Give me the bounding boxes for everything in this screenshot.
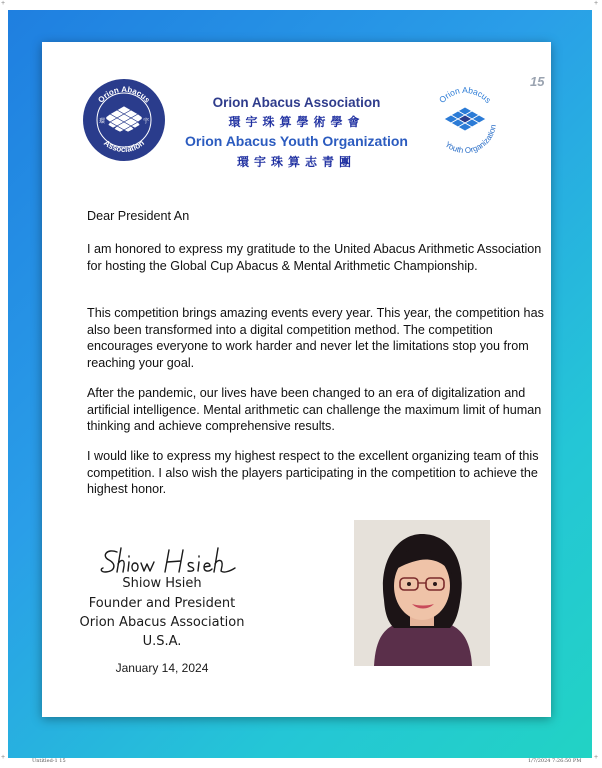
- print-footer-right: 1/7/2024 7:26:50 PM: [528, 758, 582, 764]
- handwritten-signature: [97, 542, 237, 580]
- svg-text:Orion Abacus: Orion Abacus: [96, 84, 152, 105]
- letter-date: January 14, 2024: [115, 661, 209, 675]
- orion-abacus-youth-organization-logo: [422, 78, 508, 164]
- letter-paragraph: After the pandemic, our lives have been changed to an era of digitalization and artificial intelligence. Mental arithmetic can challenge the maximum limit of human thinking and achieve comprehensive results.: [87, 386, 542, 433]
- portrait-photo: [354, 520, 490, 666]
- letter-salutation: Dear President An: [87, 209, 190, 223]
- signatory-country: U.S.A.: [142, 634, 182, 649]
- youth-organization-name-en: Orion Abacus Youth Organization: [185, 133, 408, 149]
- crop-mark: +: [1, 0, 6, 7]
- page-number: 15: [530, 74, 545, 89]
- crop-mark: +: [1, 754, 6, 761]
- association-name-zh: 環宇珠算學術學會: [228, 115, 365, 129]
- youth-organization-name-zh: 環宇珠算志青團: [236, 155, 356, 169]
- crop-mark: +: [594, 0, 599, 7]
- svg-text:Youth Organization: Youth Organization: [443, 123, 498, 156]
- association-name-en: Orion Abacus Association: [212, 95, 381, 110]
- svg-text:Orion Abacus: Orion Abacus: [436, 85, 494, 105]
- svg-text:宇: 宇: [142, 118, 150, 125]
- signatory-title: Founder and President: [88, 596, 236, 611]
- crop-mark: +: [594, 754, 599, 761]
- print-footer-left: Untitled-1 15: [32, 758, 66, 764]
- letter-sheet: [42, 42, 551, 717]
- letter-paragraph: I would like to express my highest respect to the excellent organizing team of this competition. I also wish the players participating in the competition to achieve the highest honor.: [87, 449, 539, 496]
- signatory-organization: Orion Abacus Association: [79, 615, 245, 630]
- svg-text:環: 環: [98, 118, 106, 125]
- letter-paragraph: I am honored to express my gratitude to the United Abacus Arithmetic Association for hosting the Global Cup Abacus & Mental Arithmetic Championship.: [87, 242, 542, 273]
- signatory-name: Shiow Hsieh: [122, 576, 202, 591]
- letter-paragraph: This competition brings amazing events every year. This year, the competition has also been transformed into a digital competition method. The competition encourages everyone to work harder and never let the limitations stop you from reaching your goal.: [87, 306, 544, 370]
- svg-text:Association: Association: [102, 138, 146, 155]
